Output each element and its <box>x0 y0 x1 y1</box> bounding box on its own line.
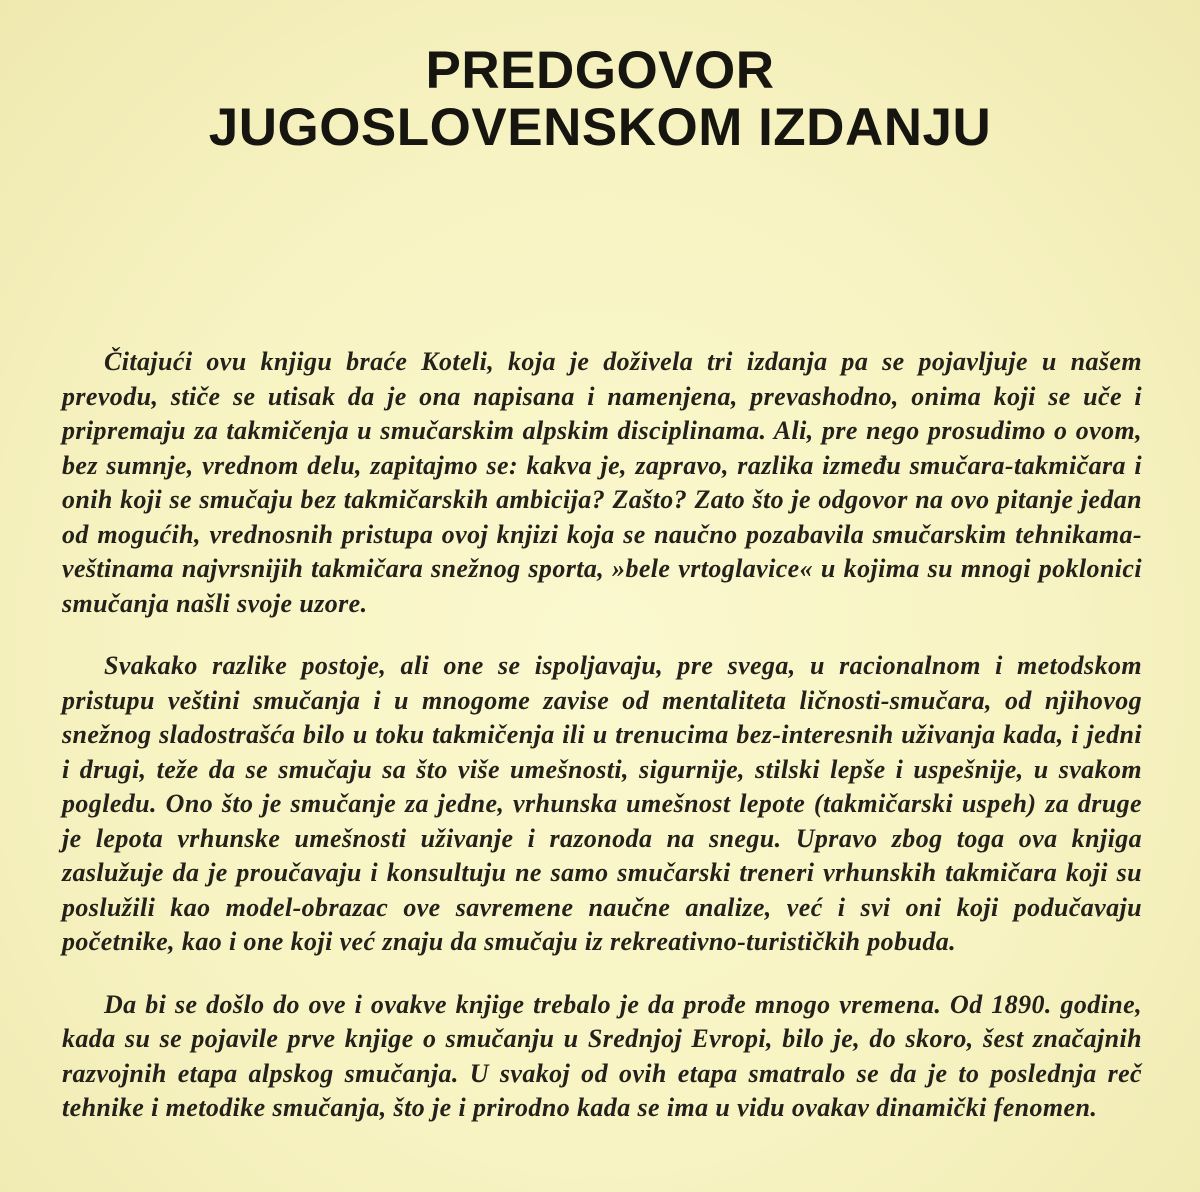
body-text <box>62 345 1142 1154</box>
title-line-1: PREDGOVOR <box>425 40 775 100</box>
paragraph-2: Svakako razlike postoje, ali one se ispoljavaju, pre svega, u racionalnom i metodskom pristupu veštini smučanja i u mnogome zavise od mentaliteta ličnosti-smučara, od njihovog snežnog sladostrašća bilo u toku takmičenja ili u trenucima bez-interesnih uživanja kada, i jedni i drugi, teže da se smučaju sa što više umešnosti, sigurnije, stilski lepše i uspešnije, u svakom pogledu. Ono što je smučanje za jedne, vrhunska umešnost lepote (takmičarski uspeh) za druge je lepota vrhunske umešnosti uživanje i razonoda na snegu. Upravo zbog toga ova knjiga zaslužuje da je proučavaju i konsultuju ne samo smučarski treneri vrhunskih takmičara koji su poslužili kao model-obrazac ove savremene naučne analize, već i svi oni koji podučavaju početnike, kao i one koji već znaju da smučaju iz rekreativno-turističkih pobuda. <box>62 651 1142 956</box>
page-title <box>0 42 1200 156</box>
paragraph-1: Čitajući ovu knjigu braće Koteli, koja je doživela tri izdanja pa se pojavljuje u našem prevodu, stiče se utisak da je ona napisana i namenjena, prevashodno, onima koji se uče i pripremaju za takmičenja u smučarskim alpskim disciplinama. Ali, pre nego prosudimo o ovom, bez sumnje, vrednom delu, zapitajmo se: kakva je, zapravo, razlika između smučara-takmičara i onih koji se smučaju bez takmičarskih ambicija? Zašto? Zato što je odgovor na ovo pitanje jedan od mogućih, vrednosnih pristupa ovoj knjizi koja se naučno pozabavila smučarskim tehnikama-veštinama najvrsnijih takmičara snežnog sporta, »bele vrtoglavice« u kojima su mnogi poklonici smučanja našli svoje uzore. <box>62 347 1142 618</box>
title-line-2: JUGOSLOVENSKOM IZDANJU <box>208 97 992 157</box>
paragraph-3: Da bi se došlo do ove i ovakve knjige trebalo je da prođe mnogo vremena. Od 1890. godine, kada su se pojavile prve knjige o smučanju u Srednjoj Evropi, bilo je, do skoro, šest značajnih razvojnih etapa alpskog smučanja. U svakoj od ovih etapa smatralo se da je to poslednja reč tehnike i metodike smučanja, što je i prirodno kada se ima u vidu ovakav dinamički fenomen. <box>62 989 1142 1122</box>
